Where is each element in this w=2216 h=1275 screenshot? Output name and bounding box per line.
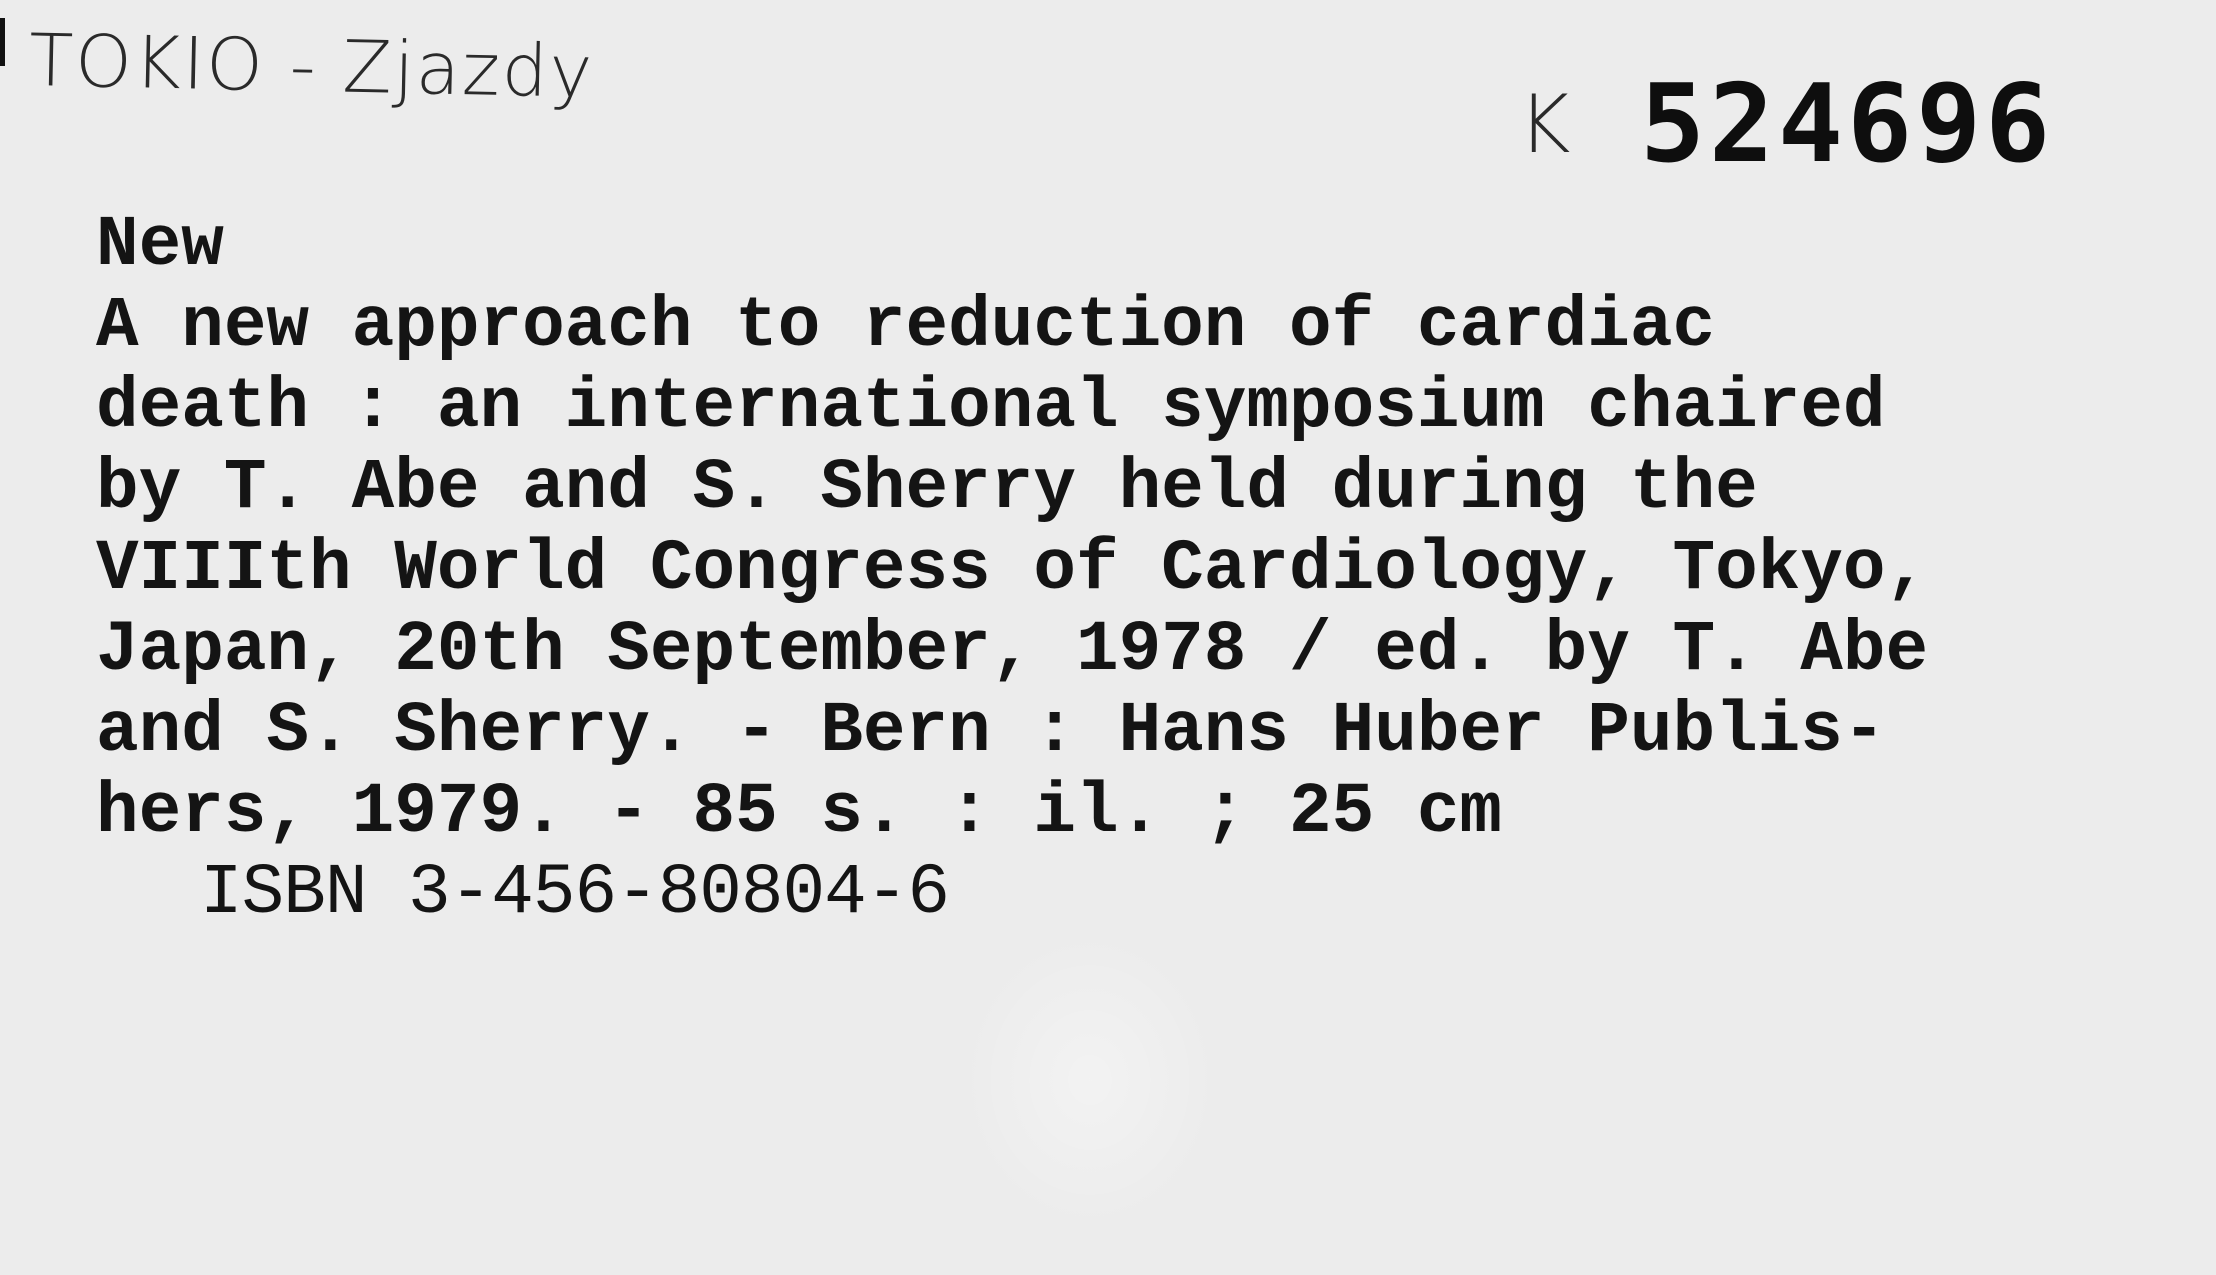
description-line: death : an international symposium chaired [96, 368, 1886, 448]
shelf-mark-prefix: K [1518, 78, 1571, 171]
entry-heading: New [96, 206, 224, 286]
card-edge-mark [0, 18, 5, 66]
description-line: and S. Sherry. - Bern : Hans Huber Publis- [96, 692, 1886, 772]
shelf-mark-number: 524696 [1640, 62, 2055, 187]
description-line: VIIIth World Congress of Cardiology, Tokyo, [96, 530, 1929, 610]
description-line: Japan, 20th September, 1978 / ed. by T. Abe [96, 611, 1929, 691]
bibliographic-entry [96, 206, 2196, 935]
description-line: by T. Abe and S. Sherry held during the [96, 449, 1758, 529]
description-line: hers, 1979. - 85 s. : il. ; 25 cm [96, 773, 1503, 853]
handwritten-subject-note: TOKIO - Zjazdy [28, 18, 595, 114]
description-line: A new approach to reduction of cardiac [96, 287, 1716, 367]
paper-smudge [960, 930, 1220, 1230]
isbn-line: ISBN 3-456-80804-6 [200, 854, 949, 934]
